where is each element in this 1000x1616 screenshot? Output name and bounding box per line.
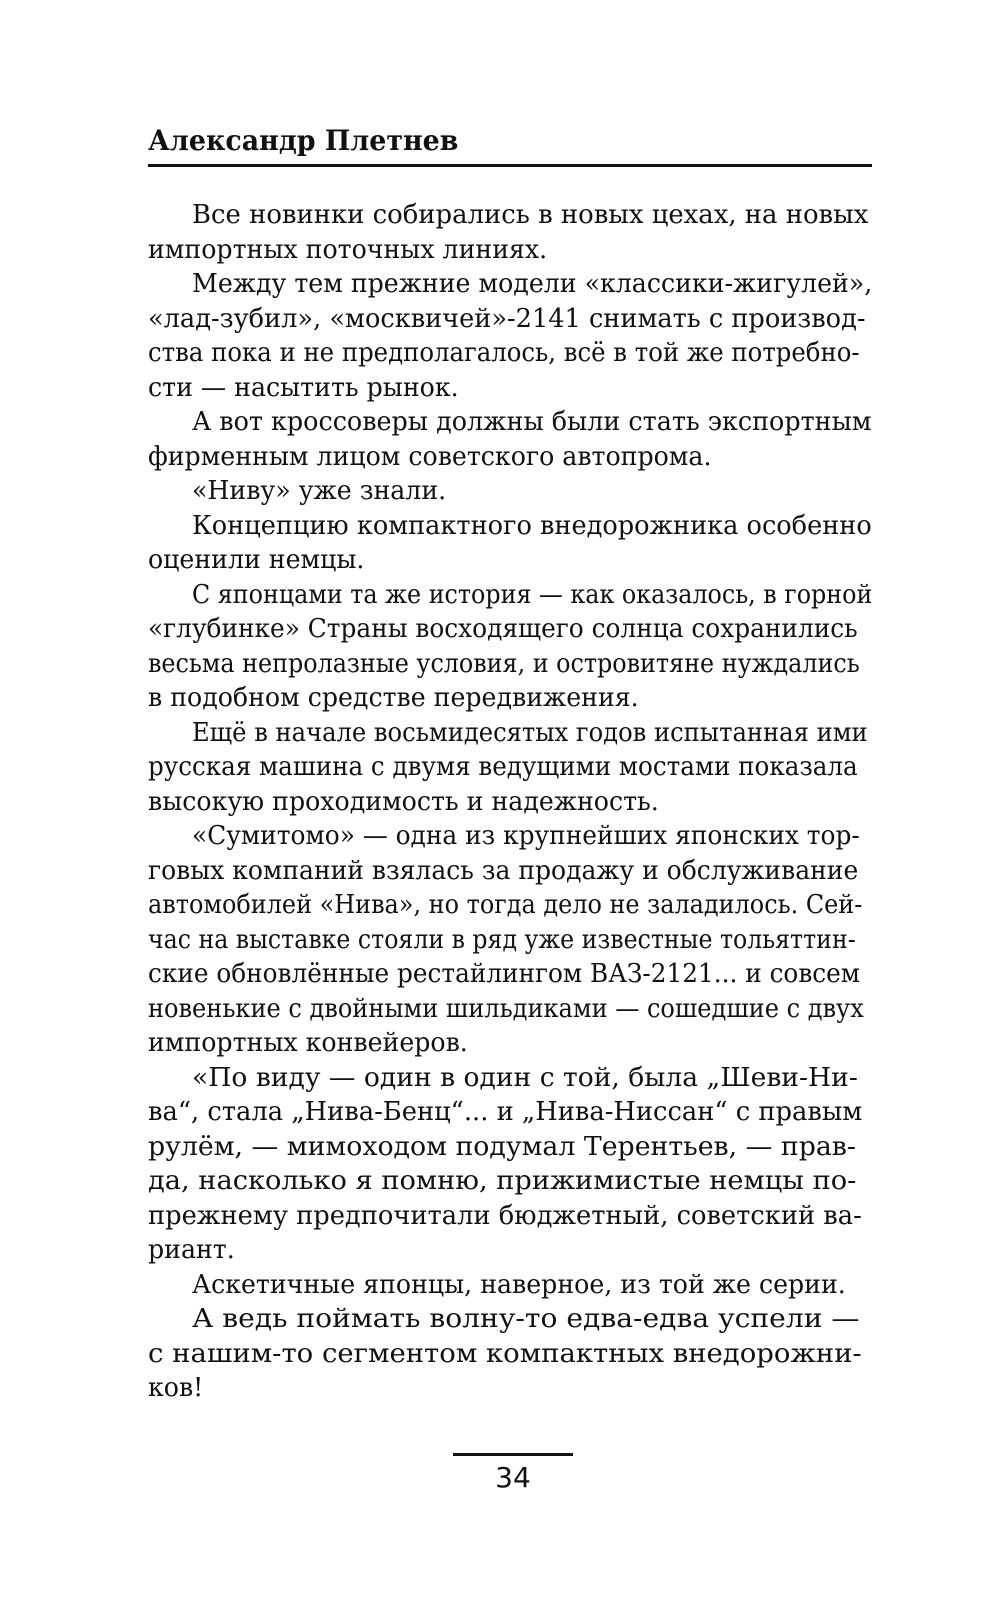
text-line: оценили немцы. (148, 545, 365, 575)
text-line: А вот кроссоверы должны были стать экспортным (192, 407, 872, 437)
text-line: ков! (148, 1373, 204, 1403)
text-line: А ведь поймать волну-то едва-едва успели — (192, 1304, 860, 1334)
text-line: импортных конвейеров. (148, 1028, 468, 1058)
text-line: говых компаний взялась за продажу и обслуживание (148, 856, 859, 886)
text-line: Аскетичные японцы, наверное, из той же серии. (192, 1270, 846, 1300)
text-line: «Ниву» уже знали. (192, 476, 447, 506)
text-line: высокую проходимость и надежность. (148, 787, 659, 817)
text-line: с нашим-то сегментом компактных внедорожни- (148, 1339, 862, 1369)
text-line: фирменным лицом советского автопрома. (148, 442, 712, 472)
text-line: Между тем прежние модели «классики-жигулей», (192, 269, 873, 299)
text-line: да, насколько я помню, прижимистые немцы по- (148, 1166, 857, 1196)
text-line: в подобном средстве передвижения. (148, 683, 639, 713)
text-line: новенькие с двойными шильдиками — сошедшие с двух (148, 994, 864, 1024)
footer-rule (453, 1453, 573, 1456)
text-line: «лад-зубил», «москвичей»-2141 снимать с производ- (148, 304, 866, 334)
text-line: «Сумитомо» — одна из крупнейших японских тор- (192, 821, 860, 851)
page-number: 34 (495, 1461, 531, 1494)
text-line: ва“, стала „Нива-Бенц“... и „Нива-Ниссан“ с правым (148, 1097, 863, 1127)
text-line: импортных поточных линиях. (148, 235, 548, 265)
text-line: автомобилей «Нива», но тогда дело не заладилось. Сей- (148, 890, 863, 920)
text-line: Ещё в начале восьмидесятых годов испытанная ими (192, 718, 868, 748)
text-line: Все новинки собирались в новых цехах, на новых (192, 200, 869, 230)
text-line: прежнему предпочитали бюджетный, советский ва- (148, 1201, 862, 1231)
text-line: час на выставке стояли в ряд уже известные тольяттин- (148, 925, 856, 955)
text-line: сти — насытить рынок. (148, 373, 459, 403)
text-line: «По виду — один в один с той, была „Шеви-Ни- (192, 1063, 858, 1093)
text-line: С японцами та же история — как оказалось, в горной (192, 580, 873, 610)
text-line: «глубинке» Страны восходящего солнца сохранились (148, 614, 858, 644)
text-line: риант. (148, 1235, 235, 1265)
text-line: ства пока и не предполагалось, всё в той же потребно- (148, 338, 860, 368)
text-line: рулём, — мимоходом подумал Терентьев, — прав- (148, 1132, 856, 1162)
text-line: весьма непролазные условия, и островитяне нуждались (148, 649, 860, 679)
text-line: русская машина с двумя ведущими мостами показала (148, 752, 858, 782)
text-line: ские обновлённые рестайлингом ВАЗ-2121... и совсем (148, 959, 861, 989)
running-head-author: Александр Плетнев (148, 124, 459, 157)
text-line: Концепцию компактного внедорожника особенно (192, 511, 872, 541)
header-rule (148, 164, 872, 167)
